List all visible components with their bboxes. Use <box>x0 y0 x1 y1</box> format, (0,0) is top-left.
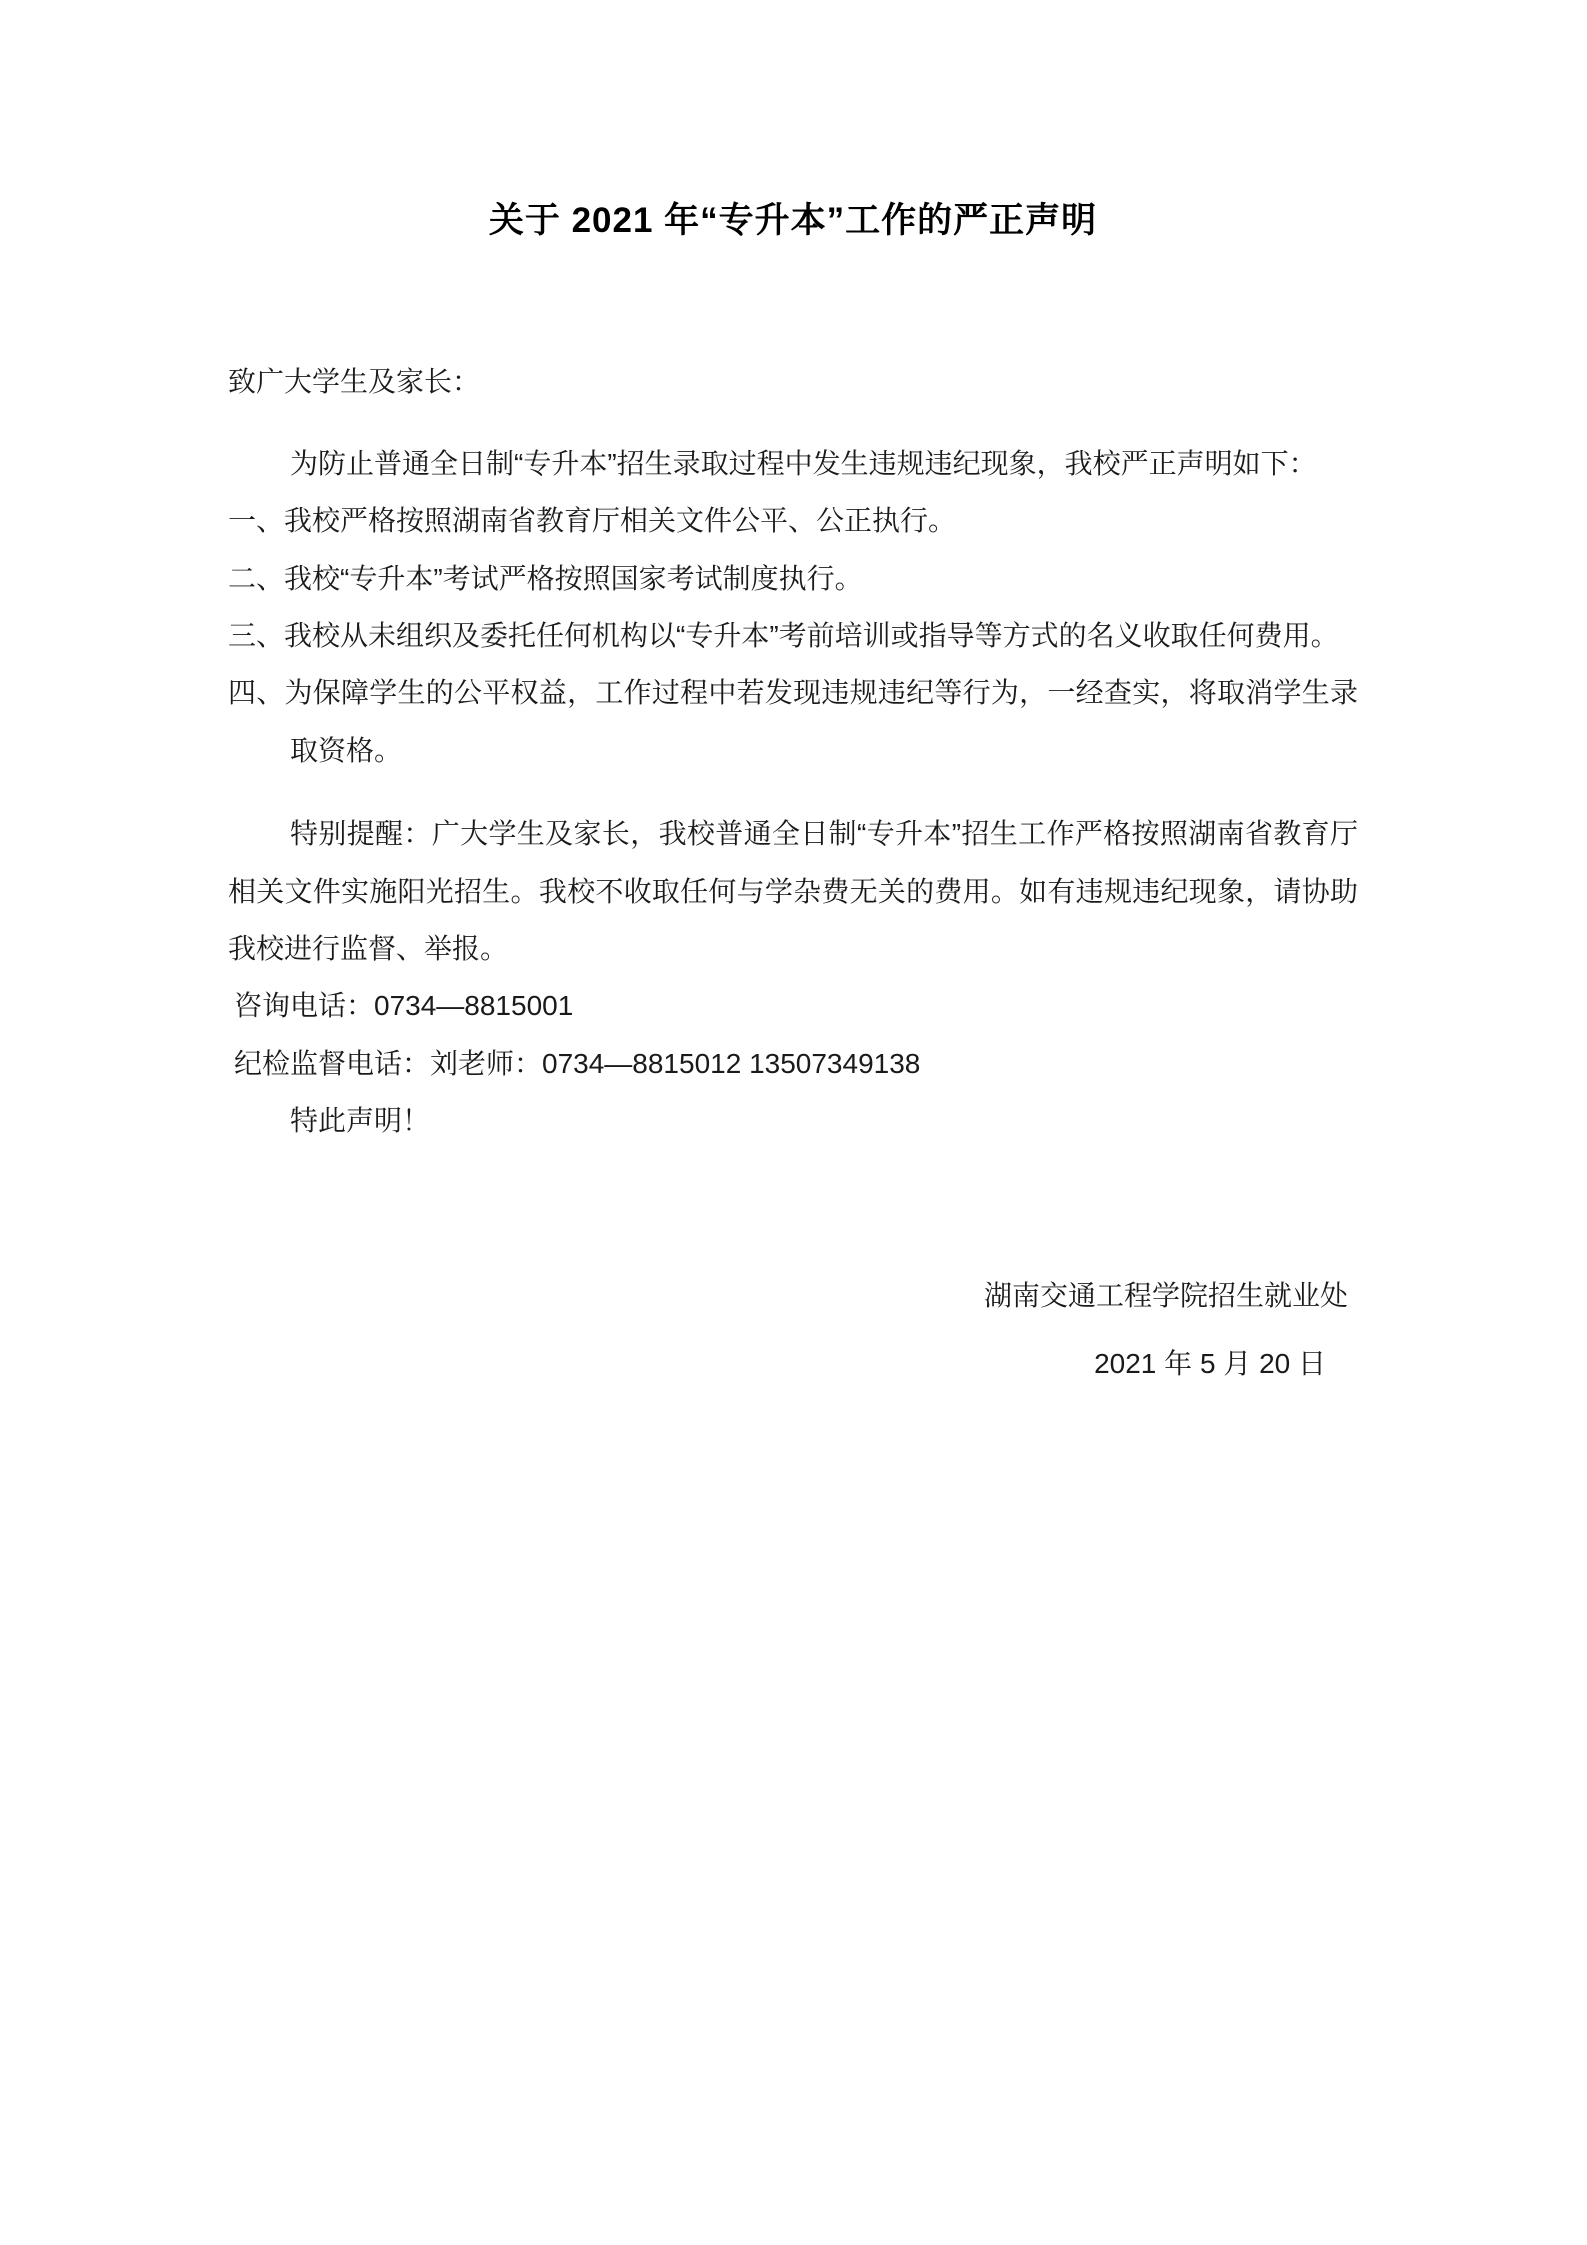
special-reminder-paragraph: 特别提醒：广大学生及家长，我校普通全日制“专升本”招生工作严格按照湖南省教育厅相关文件实施阳光招生。我校不收取任何与学杂费无关的费用。如有违规违纪现象，请协助我校进行监督、举报。 <box>228 818 1358 964</box>
salutation-line: 致广大学生及家长： <box>228 366 481 397</box>
issue-date: 2021 年 5 月 20 日 <box>1094 1347 1326 1379</box>
statement-item-3: 三、我校从未组织及委托任何机构以“专升本”考前培训或指导等方式的名义收取任何费用。 <box>228 619 1339 651</box>
statement-item-1: 一、我校严格按照湖南省教育厅相关文件公平、公正执行。 <box>228 505 957 537</box>
signature-block <box>228 1269 1358 1389</box>
issuing-department: 湖南交通工程学院招生就业处 <box>983 1280 1348 1312</box>
statement-item-4: 四、为保障学生的公平权益，工作过程中若发现违规违纪等行为，一经查实，将取消学生录取资格。 <box>228 677 1358 766</box>
page-title: 关于 2021 年“专升本”工作的严正声明 <box>488 201 1098 240</box>
consultation-phone: 咨询电话：0734—8815001 <box>234 990 574 1022</box>
closing-line: 特此声明！ <box>290 1105 431 1137</box>
statement-item-2: 二、我校“专升本”考试严格按照国家考试制度执行。 <box>228 562 863 594</box>
supervision-phone: 纪检监督电话：刘老师：0734—8815012 13507349138 <box>234 1047 921 1079</box>
intro-paragraph: 为防止普通全日制“专升本”招生录取过程中发生违规违纪现象，我校严正声明如下： <box>290 447 1317 479</box>
document-body <box>228 0 1358 1390</box>
